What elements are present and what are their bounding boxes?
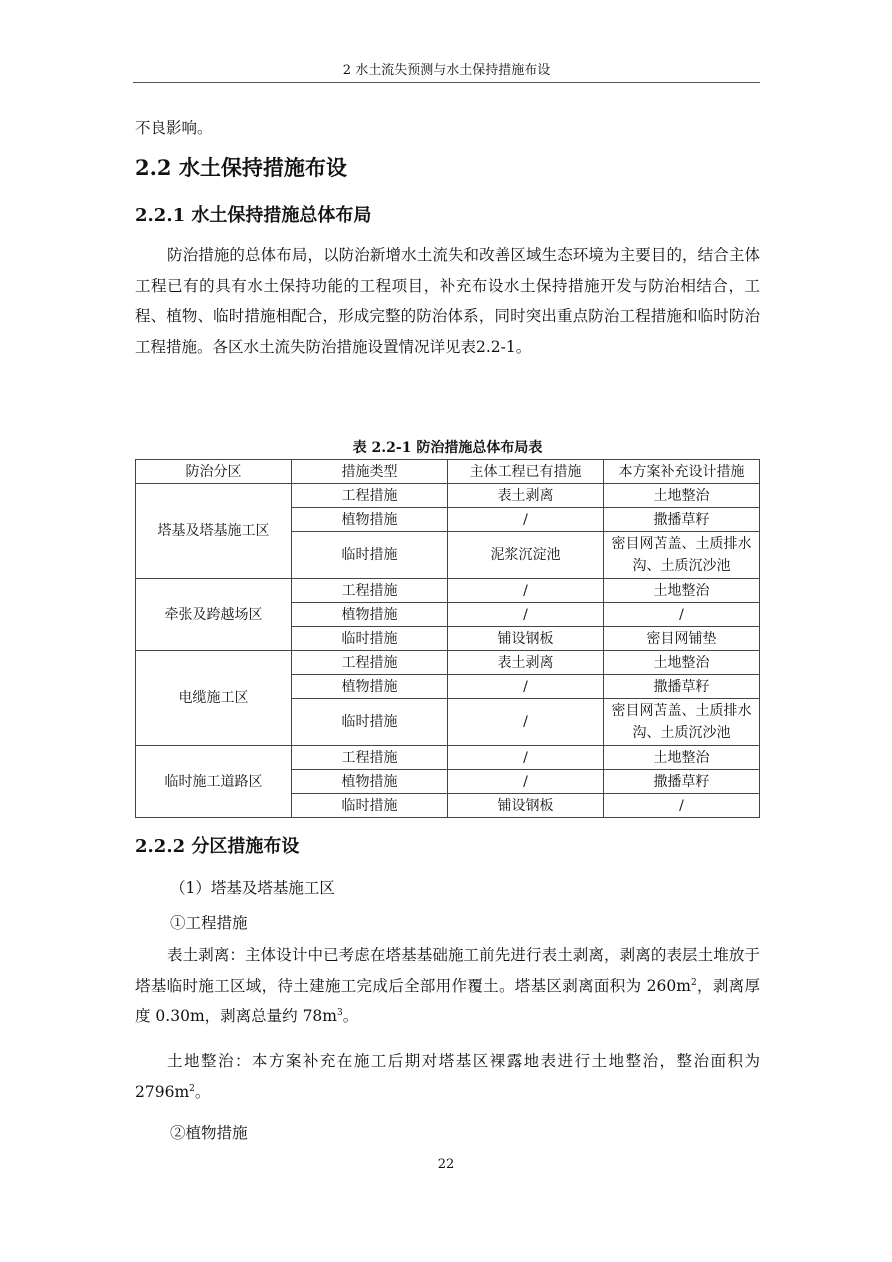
section-title: 2.2 水土保持措施布设 bbox=[135, 155, 347, 180]
type-cell: 植物措施 bbox=[292, 675, 448, 699]
added-cell: 密目网铺垫 bbox=[604, 627, 760, 651]
topsoil-paragraph bbox=[135, 940, 760, 1032]
type-cell: 工程措施 bbox=[292, 651, 448, 675]
existing-cell: / bbox=[448, 770, 604, 794]
land-text: 土地整治：本方案补充在施工后期对塔基区裸露地表进行土地整治，整治面积为 2796m bbox=[135, 1052, 760, 1101]
page-number: 22 bbox=[437, 1157, 455, 1172]
type-cell: 临时措施 bbox=[292, 794, 448, 818]
existing-cell: 表土剥离 bbox=[448, 651, 604, 675]
added-cell: 撒播草籽 bbox=[604, 508, 760, 532]
topsoil-text-end: 。 bbox=[342, 1007, 359, 1025]
subsection-title-2-2-1: 2.2.1 水土保持措施总体布局 bbox=[135, 205, 372, 226]
added-cell: 密目网苫盖、土质排水沟、土质沉沙池 bbox=[604, 699, 760, 746]
header-cell: 防治分区 bbox=[136, 460, 292, 484]
zone-cell: 电缆施工区 bbox=[136, 651, 292, 746]
zone-heading: （1）塔基及塔基施工区 bbox=[170, 879, 335, 897]
type-cell: 植物措施 bbox=[292, 508, 448, 532]
table-row bbox=[136, 484, 760, 508]
added-cell: 撒播草籽 bbox=[604, 675, 760, 699]
added-cell: 土地整治 bbox=[604, 579, 760, 603]
area-superscript: 2 bbox=[189, 1083, 195, 1094]
header-cell: 本方案补充设计措施 bbox=[604, 460, 760, 484]
table-row bbox=[136, 746, 760, 770]
existing-cell: / bbox=[448, 675, 604, 699]
existing-cell: 铺设钢板 bbox=[448, 794, 604, 818]
type-cell: 工程措施 bbox=[292, 746, 448, 770]
added-cell: 密目网苫盖、土质排水沟、土质沉沙池 bbox=[604, 532, 760, 579]
table-row bbox=[136, 651, 760, 675]
type-cell: 植物措施 bbox=[292, 770, 448, 794]
table-header-row bbox=[136, 460, 760, 484]
plant-heading: ②植物措施 bbox=[170, 1124, 248, 1142]
topsoil-text-mid: ，剥离厚度 0.30m，剥离总量约 78m bbox=[135, 976, 760, 1025]
type-cell: 工程措施 bbox=[292, 579, 448, 603]
zone-cell: 牵张及跨越场区 bbox=[136, 579, 292, 651]
land-paragraph bbox=[135, 1046, 760, 1107]
added-cell: / bbox=[604, 603, 760, 627]
existing-cell: / bbox=[448, 508, 604, 532]
engineering-heading: ①工程措施 bbox=[170, 914, 248, 932]
table-caption: 表 2.2-1 防治措施总体布局表 bbox=[352, 440, 543, 456]
existing-cell: / bbox=[448, 699, 604, 746]
topsoil-text: 表土剥离：主体设计中已考虑在塔基基础施工前先进行表土剥离，剥离的表层土堆放于塔基临时施工区域，待土建施工完成后全部用作覆土。塔基区剥离面积为 260m bbox=[135, 946, 760, 995]
existing-cell: / bbox=[448, 746, 604, 770]
added-cell: / bbox=[604, 794, 760, 818]
header-rule bbox=[133, 82, 760, 83]
measures-table bbox=[135, 459, 760, 818]
type-cell: 临时措施 bbox=[292, 699, 448, 746]
table-row bbox=[136, 579, 760, 603]
layout-paragraph: 防治措施的总体布局，以防治新增水土流失和改善区域生态环境为主要目的，结合主体工程已有的具有水土保持功能的工程项目，补充布设水土保持措施开发与防治相结合，工程、植物、临时措施相配合，形成完整的防治体系，同时突出重点防治工程措施和临时防治工程措施。各区水土流失防治措施设置情况详见表2.2-1。 bbox=[135, 246, 760, 356]
subsection-title-2-2-2: 2.2.2 分区措施布设 bbox=[135, 836, 300, 857]
existing-cell: 泥浆沉淀池 bbox=[448, 532, 604, 579]
zone-cell: 塔基及塔基施工区 bbox=[136, 484, 292, 579]
volume-superscript: 3 bbox=[337, 1007, 343, 1018]
added-cell: 土地整治 bbox=[604, 651, 760, 675]
area-superscript: 2 bbox=[690, 977, 697, 988]
type-cell: 临时措施 bbox=[292, 627, 448, 651]
existing-cell: 表土剥离 bbox=[448, 484, 604, 508]
added-cell: 撒播草籽 bbox=[604, 770, 760, 794]
type-cell: 植物措施 bbox=[292, 603, 448, 627]
intro-line: 不良影响。 bbox=[135, 119, 213, 137]
zone-cell: 临时施工道路区 bbox=[136, 746, 292, 818]
land-text-end: 。 bbox=[194, 1082, 211, 1101]
added-cell: 土地整治 bbox=[604, 746, 760, 770]
header-cell: 措施类型 bbox=[292, 460, 448, 484]
type-cell: 工程措施 bbox=[292, 484, 448, 508]
existing-cell: / bbox=[448, 603, 604, 627]
header-cell: 主体工程已有措施 bbox=[448, 460, 604, 484]
existing-cell: 铺设钢板 bbox=[448, 627, 604, 651]
running-header: 2 水土流失预测与水土保持措施布设 bbox=[342, 63, 551, 78]
type-cell: 临时措施 bbox=[292, 532, 448, 579]
added-cell: 土地整治 bbox=[604, 484, 760, 508]
existing-cell: / bbox=[448, 579, 604, 603]
